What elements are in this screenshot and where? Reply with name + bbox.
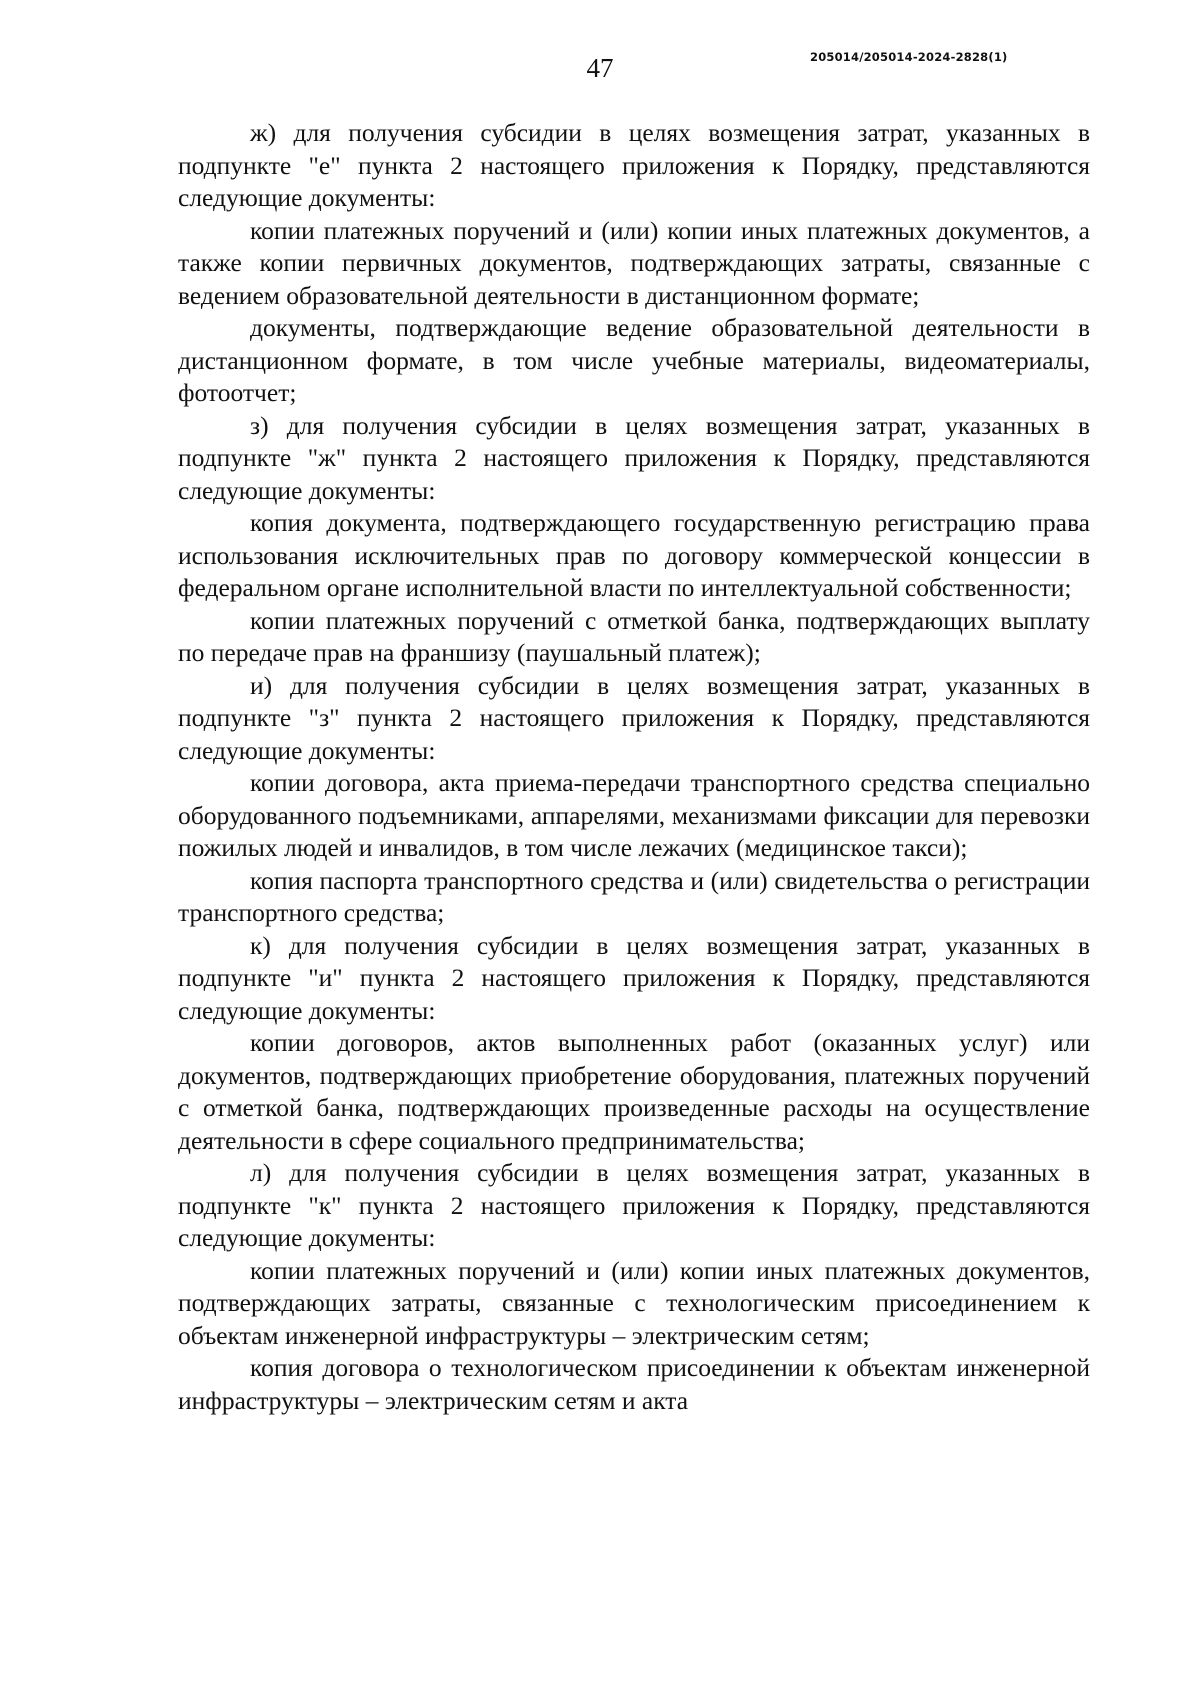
page-number: 47 — [586, 53, 614, 83]
paragraph-i: и) для получения субсидии в целях возмещения затрат, указанных в подпункте "з" пункта 2 настоящего приложения к Порядку, представляются следующие документы: — [178, 670, 1090, 765]
document-body — [178, 117, 1090, 1417]
document-code: 205014/205014-2024-2828(1) — [810, 50, 1008, 64]
paragraph-k: к) для получения субсидии в целях возмещения затрат, указанных в подпункте "и" пункта 2 настоящего приложения к Порядку, представляются следующие документы: — [178, 930, 1090, 1025]
paragraph-payment-copies: копии платежных поручений и (или) копии иных платежных документов, а также копии первичных документов, подтверждающих затраты, связанные с ведением образовательной деятельности в дистанционном формате; — [178, 215, 1090, 310]
paragraph-remote-education-docs: документы, подтверждающие ведение образовательной деятельности в дистанционном формате, в том числе учебные материалы, видеоматериалы, фотоотчет; — [178, 313, 1090, 407]
paragraph-grid-connection-payments: копии платежных поручений и (или) копии иных платежных документов, подтверждающих затраты, связанные с технологическим присоединением к объектам инженерной инфраструктуры – электрическим сетям; — [178, 1255, 1090, 1350]
paragraph-concession-registration: копия документа, подтверждающего государственную регистрацию права использования исключительных прав по договору коммерческой концессии в федеральном органе исполнительной власти по интеллектуальной собственности; — [178, 508, 1090, 602]
paragraph-z: з) для получения субсидии в целях возмещения затрат, указанных в подпункте "ж" пункта 2 настоящего приложения к Порядку, представляются следующие документы: — [178, 410, 1090, 505]
paragraph-social-entrepreneurship: копии договоров, актов выполненных работ (оказанных услуг) или документов, подтверждающих приобретение оборудования, платежных поручений с отметкой банка, подтверждающих произведенные расходы на осуществление деятельности в сфере социального предпринимательства; — [178, 1028, 1090, 1155]
paragraph-vehicle-passport: копия паспорта транспортного средства и (или) свидетельства о регистрации транспортного средства; — [178, 865, 1090, 927]
paragraph-zh: ж) для получения субсидии в целях возмещения затрат, указанных в подпункте "е" пункта 2 настоящего приложения к Порядку, представляются следующие документы: — [178, 118, 1090, 212]
paragraph-medical-taxi: копии договора, акта приема-передачи транспортного средства специально оборудованного подъемниками, аппарелями, механизмами фиксации для перевозки пожилых людей и инвалидов, в том числе лежачих (медицинское такси); — [178, 768, 1090, 862]
paragraph-l: л) для получения субсидии в целях возмещения затрат, указанных в подпункте "к" пункта 2 настоящего приложения к Порядку, представляются следующие документы: — [178, 1158, 1090, 1252]
paragraph-grid-connection-contract: копия договора о технологическом присоединении к объектам инженерной инфраструктуры – электрическим сетям и акта — [178, 1353, 1090, 1415]
paragraph-franchise-payment: копии платежных поручений с отметкой банка, подтверждающих выплату по передаче прав на франшизу (паушальный платеж); — [178, 605, 1090, 667]
